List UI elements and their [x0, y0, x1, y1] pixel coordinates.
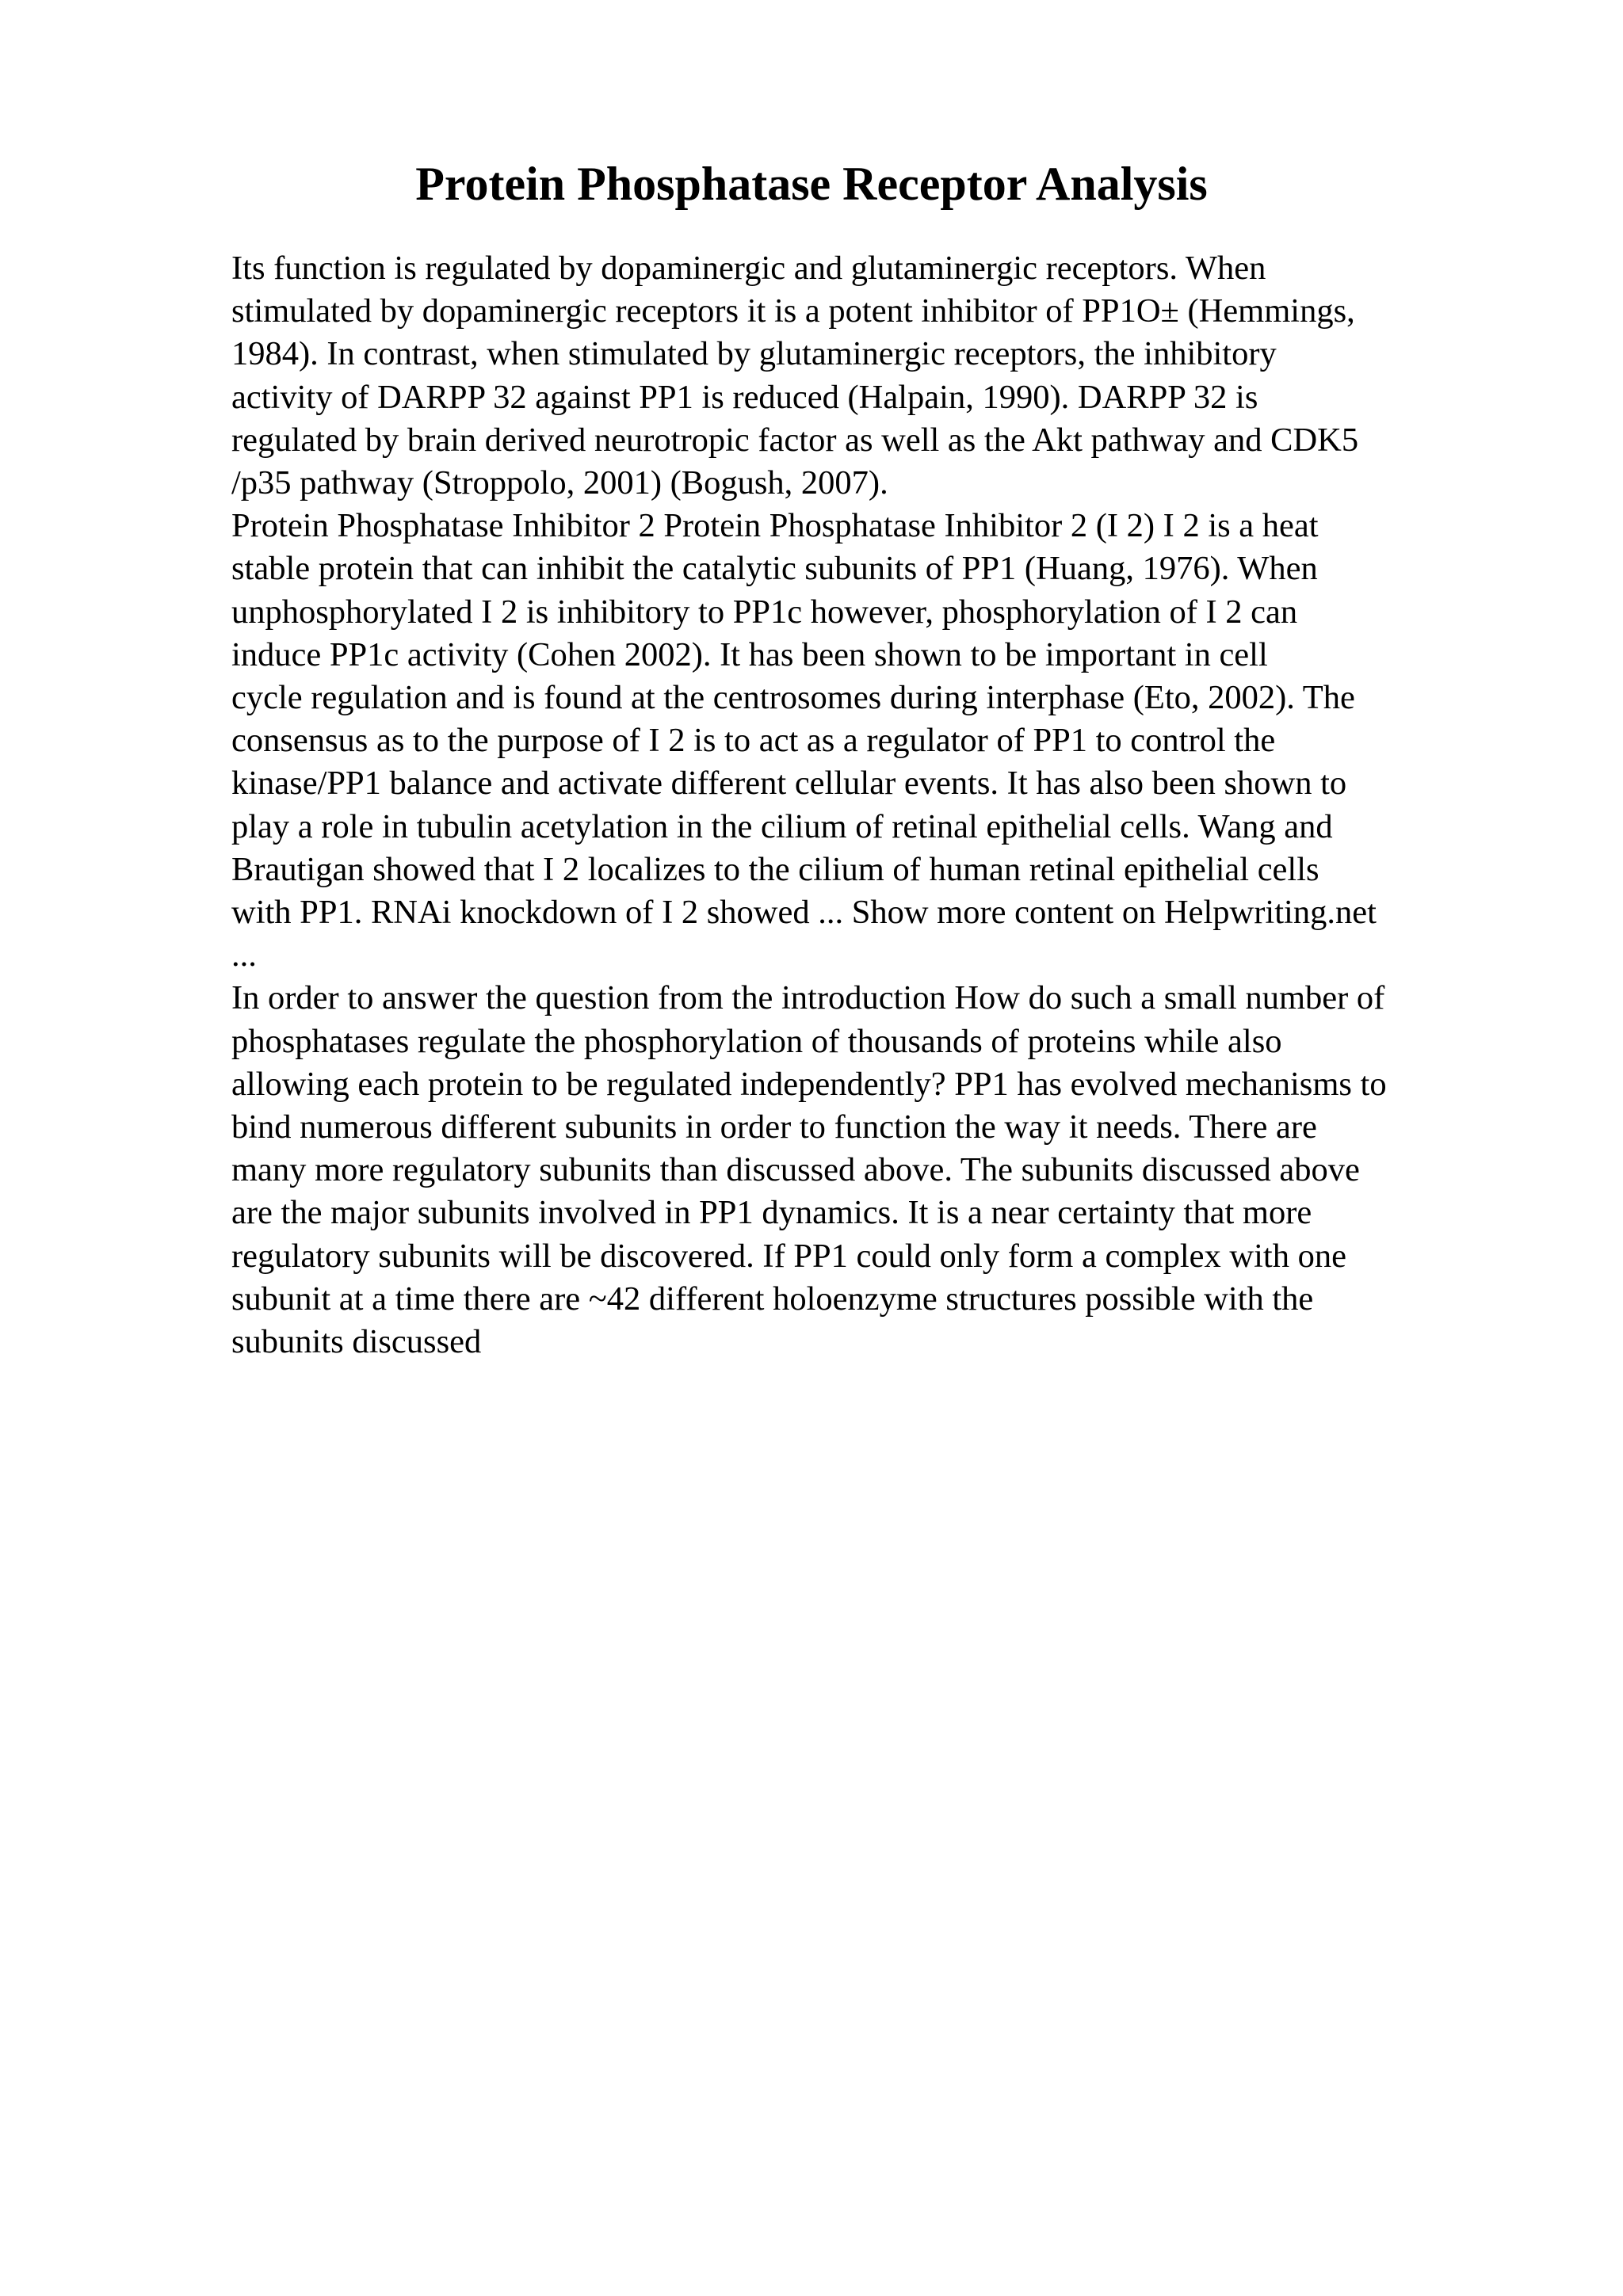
text-line: bind numerous different subunits in order to function the way it needs. There are [231, 1108, 1317, 1146]
text-line: activity of DARPP 32 against PP1 is reduced (Halpain, 1990). DARPP 32 is [231, 378, 1258, 416]
text-line: Protein Phosphatase Inhibitor 2 Protein Phosphatase Inhibitor 2 (I 2) I 2 is a heat [231, 507, 1319, 545]
text-line: play a role in tubulin acetylation in the cilium of retinal epithelial cells. Wang and [231, 807, 1333, 845]
text-line: Brautigan showed that I 2 localizes to the cilium of human retinal epithelial cells [231, 850, 1319, 888]
document-body [231, 247, 1531, 1363]
text-line: cycle regulation and is found at the centrosomes during interphase (Eto, 2002). The [231, 679, 1355, 717]
text-line: ... [231, 936, 257, 974]
text-line: consensus as to the purpose of I 2 is to act as a regulator of PP1 to control the [231, 722, 1276, 760]
text-line: kinase/PP1 balance and activate different cellular events. It has also been shown to [231, 765, 1347, 803]
text-line: allowing each protein to be regulated independently? PP1 has evolved mechanisms to [231, 1065, 1387, 1103]
text-line: subunits discussed [231, 1323, 482, 1361]
text-line: regulated by brain derived neurotropic factor as well as the Akt pathway and CDK5 [231, 421, 1359, 459]
text-line: are the major subunits involved in PP1 dynamics. It is a near certainty that more [231, 1194, 1312, 1232]
text-line: /p35 pathway (Stroppolo, 2001) (Bogush, 2007). [231, 464, 888, 502]
text-line: 1984). In contrast, when stimulated by glutaminergic receptors, the inhibitory [231, 335, 1277, 373]
text-line: Its function is regulated by dopaminergic and glutaminergic receptors. When [231, 250, 1266, 287]
text-line: with PP1. RNAi knockdown of I 2 showed ... Show more content on Helpwriting.net [231, 894, 1377, 932]
text-line: many more regulatory subunits than discussed above. The subunits discussed above [231, 1151, 1360, 1189]
text-line: regulatory subunits will be discovered. If PP1 could only form a complex with one [231, 1237, 1346, 1275]
text-line: stimulated by dopaminergic receptors it is a potent inhibitor of PP1O± (Hemmings, [231, 292, 1355, 330]
text-line: phosphatases regulate the phosphorylation of thousands of proteins while also [231, 1022, 1282, 1060]
document-title: Protein Phosphatase Receptor Analysis [415, 158, 1208, 210]
text-line: In order to answer the question from the introduction How do such a small number of [231, 979, 1385, 1017]
text-line: subunit at a time there are ~42 different holoenzyme structures possible with the [231, 1280, 1314, 1318]
text-line: induce PP1c activity (Cohen 2002). It has been shown to be important in cell [231, 635, 1268, 673]
text-line: unphosphorylated I 2 is inhibitory to PP1c however, phosphorylation of I 2 can [231, 593, 1298, 631]
text-line: stable protein that can inhibit the catalytic subunits of PP1 (Huang, 1976). When [231, 550, 1318, 588]
